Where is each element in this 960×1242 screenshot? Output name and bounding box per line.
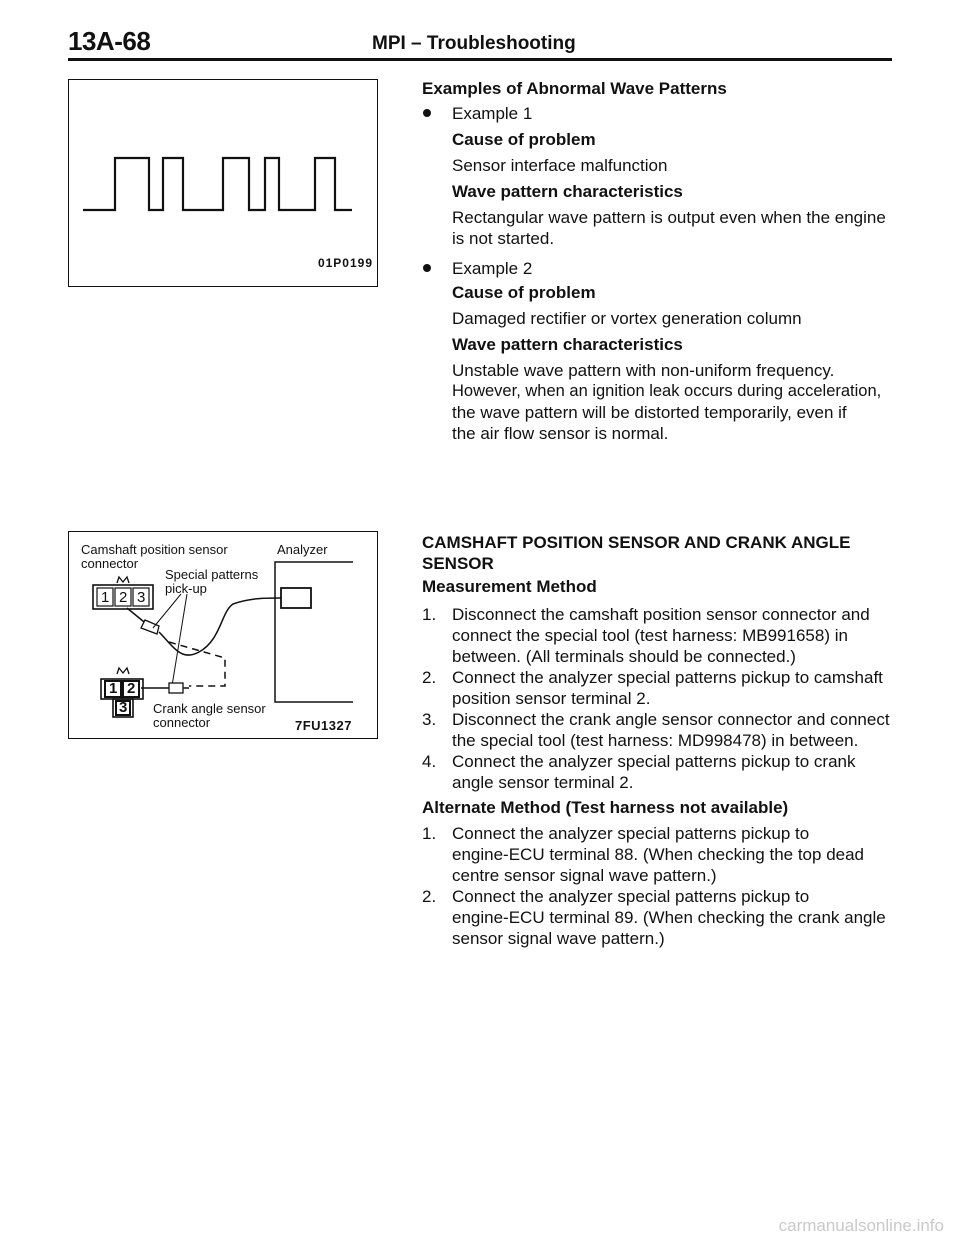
alt-step-text: engine-ECU terminal 89. (When checking the crank angle [452,908,886,927]
step-text: position sensor terminal 2. [452,689,651,708]
label-special-line1: Special patterns [165,567,259,582]
alt-step-text: engine-ECU terminal 88. (When checking the top dead [452,845,865,864]
label-special-patterns [165,568,258,596]
label-crank-connector [153,702,266,730]
label-special-line2: pick-up [165,581,207,596]
example2-cause-text: Damaged rectifier or vortex generation column [452,309,802,328]
figure-code: 01P0199 [317,256,373,270]
alt-step-text: Connect the analyzer special patterns pickup to [452,887,810,906]
step-number: 4. [422,752,437,771]
step-text: Connect the analyzer special patterns pickup to camshaft [452,668,883,687]
label-crank-line2: connector [153,715,211,730]
alt-step-number: 2. [422,887,437,906]
crank-pin-1: 1 [109,680,118,697]
bullet-icon [423,264,431,272]
example1-cause-text: Sensor interface malfunction [452,156,668,175]
measurement-heading: Measurement Method [422,577,597,596]
example1-wave-text-1: Rectangular wave pattern is output even when the engine [452,208,886,227]
crank-pin-3: 3 [119,699,128,716]
page-title: MPI – Troubleshooting [372,33,576,54]
step-text: Disconnect the camshaft position sensor connector and [452,605,870,624]
step-number: 2. [422,668,437,687]
page-number: 13A-68 [68,26,151,56]
example2-wave-text-3: the wave pattern will be distorted temporarily, even if [452,403,847,422]
section-heading-abnormal-wave: Examples of Abnormal Wave Patterns [422,79,727,98]
bullet-icon [423,109,431,117]
header-rule [68,58,892,61]
label-camshaft-line2: connector [81,556,139,571]
example2-wave-text-1: Unstable wave pattern with non-uniform frequency. [452,361,835,380]
example2-wave-text-2: However, when an ignition leak occurs during acceleration, [452,382,882,400]
step-text: the special tool (test harness: MD998478) in between. [452,731,859,750]
label-camshaft-line1: Camshaft position sensor [81,542,228,557]
camshaft-pin-3: 3 [137,589,146,606]
example2-wave-heading: Wave pattern characteristics [452,335,683,354]
step-number: 3. [422,710,437,729]
step-text: connect the special tool (test harness: MB991658) in [452,626,848,645]
alt-step-text: Connect the analyzer special patterns pickup to [452,824,810,843]
example2-label: Example 2 [452,259,533,278]
example1-wave-heading: Wave pattern characteristics [452,182,683,201]
alt-step-text: centre sensor signal wave pattern.) [452,866,717,885]
camshaft-pin-2: 2 [119,589,128,606]
step-text: angle sensor terminal 2. [452,773,634,792]
alt-step-text: sensor signal wave pattern.) [452,929,665,948]
step-text: Disconnect the crank angle sensor connector and connect [452,710,890,729]
alternate-heading: Alternate Method (Test harness not available) [422,798,789,817]
example1-cause-heading: Cause of problem [452,130,596,149]
example2-wave-text-4: the air flow sensor is normal. [452,424,669,443]
alt-step-number: 1. [422,824,437,843]
section-heading-camshaft: CAMSHAFT POSITION SENSOR AND CRANK ANGLE [422,533,851,552]
example2-cause-heading: Cause of problem [452,283,596,302]
camshaft-pin-1: 1 [101,589,110,606]
example1-wave-text-2: is not started. [452,229,555,248]
label-crank-line1: Crank angle sensor [153,701,266,716]
step-number: 1. [422,605,437,624]
example1-label: Example 1 [452,104,533,123]
step-text: between. (All terminals should be connected.) [452,647,796,666]
section-heading-camshaft-cont: SENSOR [422,554,494,573]
figure-waveform [68,79,378,287]
figure-code: 7FU1327 [295,718,352,733]
label-analyzer: Analyzer [277,542,328,557]
step-text: Connect the analyzer special patterns pickup to crank [452,752,856,771]
watermark: carmanualsonline.info [778,1216,944,1235]
figure-connection-diagram [68,531,378,739]
crank-pin-2: 2 [127,680,136,697]
